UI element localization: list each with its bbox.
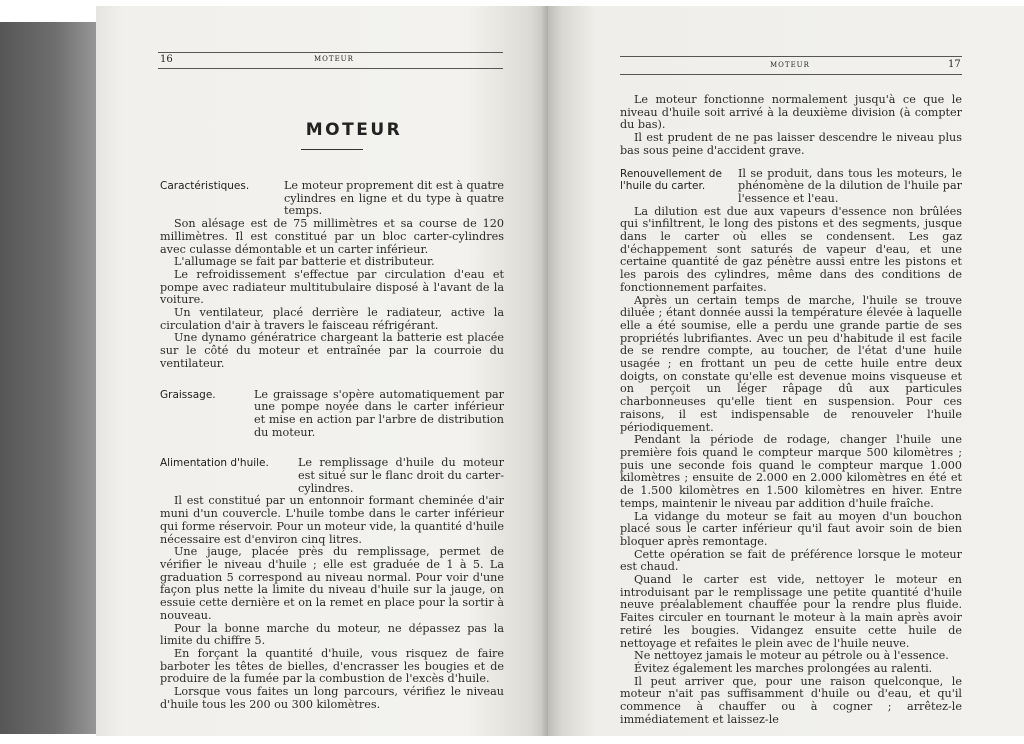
paragraph: Lorsque vous faites un long parcours, vérifiez le niveau d'huile tous les 200 ou 300 kilomètres. xyxy=(160,685,504,711)
paragraph: Il peut arriver que, pour une raison quelconque, le moteur n'ait pas suffisamment d'huile ou d'eau, et qu'il commence à chauffer ou à cogner ; arrêtez-le immédiatement et laissez-le xyxy=(620,674,962,726)
paragraph: Ne nettoyez jamais le moteur au pétrole ou à l'essence. xyxy=(634,649,949,663)
right-page-body xyxy=(620,94,962,726)
header-rule-top-left xyxy=(158,52,503,53)
paragraph: En forçant la quantité d'huile, vous risquez de faire barboter les têtes de bielles, d'encrasser les bougies et de produire de la fumée par la combustion de l'excès d'huile. xyxy=(160,646,504,686)
section-intro: Il se produit, dans tous les moteurs, le phénomène de la dilution de l'huile par l'essence et l'eau. xyxy=(738,167,962,205)
paragraph: Une jauge, placée près du remplissage, permet de vérifier le niveau d'huile ; elle est graduée de 1 à 5. La graduation 5 correspond au niveau normal. Pour voir d'une façon plus nette la limite du niveau d'huile sur la jauge, on essuie cette dernière et on la remet en place pour la sortir à nouveau. xyxy=(160,545,504,622)
header-rule-top-right xyxy=(620,56,962,57)
left-page-body xyxy=(160,180,504,711)
paragraph: Le refroidissement s'effectue par circulation d'eau et pompe avec radiateur multitubulaire disposé à l'avant de la voiture. xyxy=(160,267,504,307)
page-number-right: 17 xyxy=(948,59,961,70)
running-head-right: MOTEUR xyxy=(770,61,810,69)
right-page xyxy=(548,6,1024,736)
paragraph: L'allumage se fait par batterie et distributeur. xyxy=(174,255,435,269)
paragraph: Il est constitué par un entonnoir formant cheminée d'air muni d'un couvercle. L'huile tombe dans le carter inférieur qui forme réservoir. Pour un moteur vide, la quantité d'huile nécessaire est d'environ cinq litres. xyxy=(160,494,504,546)
section-intro: Le graissage s'opère automatiquement par une pompe noyée dans le carter inférieur et mise en action par l'arbre de distribution du moteur. xyxy=(254,388,504,439)
paragraph: Il est prudent de ne pas laisser descendre le niveau plus bas sous peine d'accident grave. xyxy=(620,131,962,157)
paragraph: Après un certain temps de marche, l'huile se trouve diluée ; étant donnée aussi la température élevée à laquelle elle a été soumise, elle a perdu une grande partie de ses propriétés lubrifiantes. Avec un peu d'habitude il est facile de se rendre compte, au toucher, de l'état d'une huile usagée ; en frottant un peu de cette huile entre deux doigts, on constate qu'elle est devenue moins visqueuse et on perçoit un léger râpage dû aux particules charbonneuses qu'elle tient en suspension. Pour ces raisons, il est indispensable de renouveler l'huile périodiquement. xyxy=(620,293,962,434)
paragraph: Cette opération se fait de préférence lorsque le moteur est chaud. xyxy=(620,547,962,574)
paragraph: Pour la bonne marche du moteur, ne dépassez pas la limite du chiffre 5. xyxy=(160,621,504,648)
header-rule-bottom-left xyxy=(158,68,503,69)
paragraph: La vidange du moteur se fait au moyen d'un bouchon placé sous le carter inférieur qu'il faut avoir soin de bien bloquer après remontage. xyxy=(620,509,962,548)
section-graissage xyxy=(160,389,504,440)
page-number-left: 16 xyxy=(160,54,173,65)
running-head-left: MOTEUR xyxy=(314,55,354,63)
page-title: MOTEUR xyxy=(305,120,403,140)
paragraph: La dilution est due aux vapeurs d'essence non brûlées qui s'infiltrent, le long des pistons et des segments, jusque dans le carter où elles se condensent. Les gaz d'échappement sont saturés de vapeur d'eau, et une certaine quantité de gaz pénètre aussi entre les pistons et les parois des cylindres, même dans des conditions de fonctionnement parfaites. xyxy=(620,204,962,294)
section-intro: Le moteur proprement dit est à quatre cylindres en ligne et du type à quatre temps. xyxy=(284,180,504,218)
left-page xyxy=(96,6,548,736)
section-caracteristiques xyxy=(160,180,504,371)
section-heading: Graissage. xyxy=(160,388,216,401)
paragraph: Une dynamo génératrice chargeant la batterie est placée sur le côté du moteur et entraînée par la courroie du ventilateur. xyxy=(160,331,504,370)
section-heading: Caractéristiques. xyxy=(160,180,250,192)
paragraph: Un ventilateur, placé derrière le radiateur, active la circulation d'air à travers le faisceau réfrigérant. xyxy=(160,306,504,332)
section-intro: Le remplissage d'huile du moteur est situé sur le flanc droit du carter-cylindres. xyxy=(298,457,504,495)
paragraph: Pendant la période de rodage, changer l'huile une première fois quand le compteur marque 500 kilomètres ; puis une seconde fois quand le compteur marque 1.000 kilomètres ; ensuite de 2.000 en 2.000 kilomètres en été et de 1.500 kilomètres en 1.500 kilomètres en hiver. Entre temps, maintenir le niveau par addition d'huile fraîche. xyxy=(620,433,962,510)
section-alimentation-huile xyxy=(160,457,504,711)
open-book xyxy=(96,6,1024,736)
scanner-background xyxy=(0,22,100,734)
paragraph: Quand le carter est vide, nettoyer le moteur en introduisant par le remplissage une petite quantité d'huile neuve préalablement chauffée pour la rendre plus fluide. Faites circuler en tournant le moteur à la main après avoir retiré les bougies. Vidangez ensuite cette huile de nettoyage et refaites le plein avec de l'huile neuve. xyxy=(620,573,962,650)
section-heading: Renouvellement de l'huile du carter. xyxy=(620,167,722,193)
section-heading: Alimentation d'huile. xyxy=(160,457,269,470)
section-renouvellement xyxy=(620,168,962,727)
header-rule-bottom-right xyxy=(620,74,962,75)
paragraph: Évitez également les marches prolongées au ralenti. xyxy=(634,661,933,675)
paragraph: Le moteur fonctionne normalement jusqu'à ce que le niveau d'huile soit arrivé à la deuxième division (à compter du bas). xyxy=(620,93,962,132)
paragraph: Son alésage est de 75 millimètres et sa course de 120 millimètres. Il est constitué par un bloc carter-cylindres avec culasse démontable et un carter inférieur. xyxy=(160,217,504,256)
title-underline xyxy=(301,149,363,150)
